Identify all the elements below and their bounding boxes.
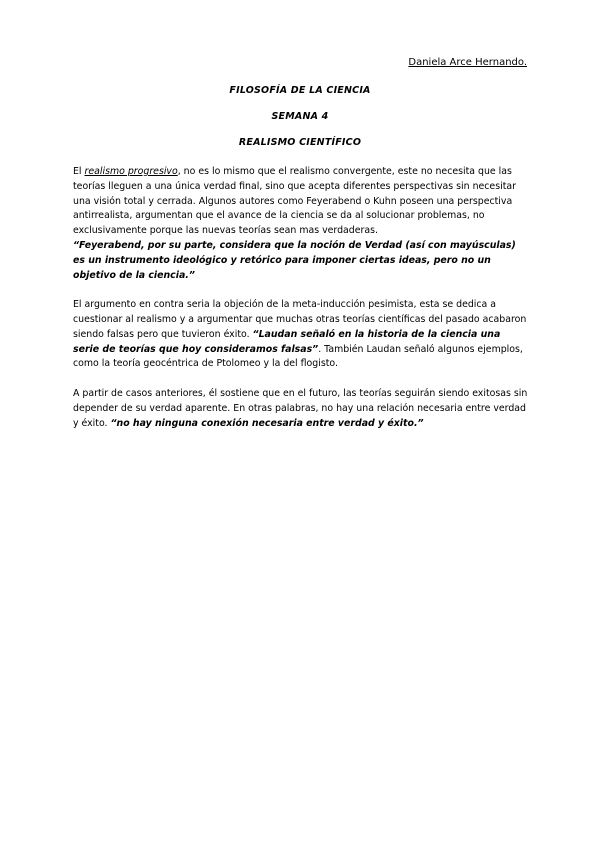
term-realismo-progresivo: realismo progresivo xyxy=(84,166,178,177)
week-title: SEMANA 4 xyxy=(271,111,329,122)
paragraph-text: El argumento en contra seria la objeción de la meta-inducción pesimista, esta se dedica a cuestionar al realismo y a argumentar que muchas otras teorías científicas del pasado acabaron siendo falsas pero que tuvieron éxito. xyxy=(73,299,527,340)
paragraph-text: A partir de casos anteriores, él sostiene que en el futuro, las teorías seguirán siendo exitosas sin depender de su verdad aparente. En otras palabras, no hay una relación necesaria entre verdad y éxito. xyxy=(73,387,528,429)
course-title: FILOSOFÍA DE LA CIENCIA xyxy=(229,85,371,96)
laudan-quote: “Laudan señaló en la historia de la ciencia una serie de teorías que hoy consideramos falsas” xyxy=(73,328,501,355)
author-name: Daniela Arce Hernando. xyxy=(408,57,527,68)
paragraph-progressive-realism xyxy=(73,165,528,283)
paragraph-text-after: . También Laudan señaló algunos ejemplos, como la teoría geocéntrica de Ptolomeo y la del flogisto. xyxy=(73,343,523,370)
paragraph-pessimistic-induction xyxy=(73,298,528,372)
truth-success-quote: “no hay ninguna conexión necesaria entre verdad y éxito.” xyxy=(110,417,424,429)
topic-title: REALISMO CIENTÍFICO xyxy=(238,137,362,148)
paragraph-lead: El xyxy=(73,166,85,177)
feyerabend-quote: “Feyerabend, por su parte, considera que la noción de Verdad (así con mayúsculas) es un instrumento ideológico y retórico para imponer ciertas ideas, pero no un objetivo de la ciencia.” xyxy=(73,239,516,281)
paragraph-truth-success xyxy=(73,387,528,431)
document-body xyxy=(73,165,528,446)
paragraph-text: , no es lo mismo que el realismo convergente, este no necesita que las teorías lleguen a una única verdad final, sino que acepta diferentes perspectivas sin necesitar una visión total y cerrada. Algunos autores como Feyerabend o Kuhn poseen una perspectiva antirrealista, argumentan que el avance de la ciencia se da al solucionar problemas, no exclusivamente porque las nuevas teorías sean mas verdaderas. xyxy=(73,166,516,237)
